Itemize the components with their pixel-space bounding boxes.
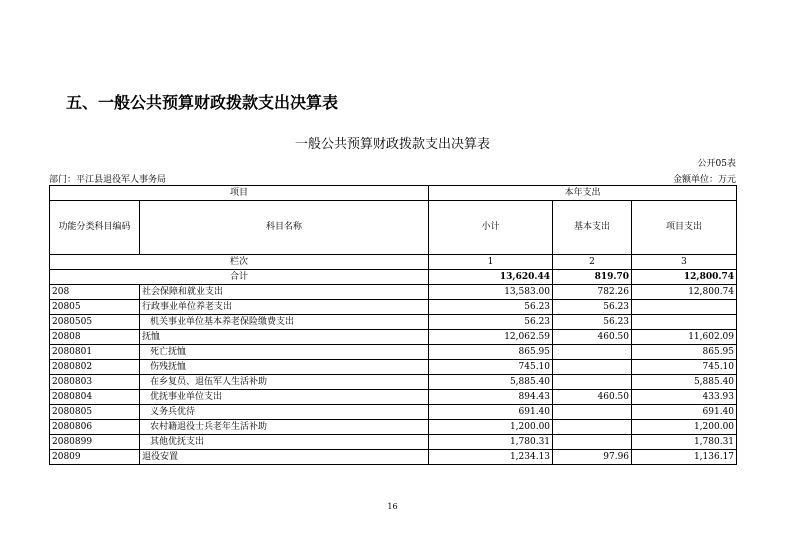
cell-project: 1,780.31 (632, 435, 737, 450)
table-row (50, 435, 737, 450)
table-row (50, 330, 737, 345)
table-row (50, 285, 737, 300)
cell-project: 12,800.74 (632, 285, 737, 300)
cell-subtotal: 5,885.40 (429, 375, 553, 390)
total-label: 合计 (50, 270, 429, 285)
cell-project: 745.10 (632, 360, 737, 375)
cell-subtotal: 745.10 (429, 360, 553, 375)
cell-project: 5,885.40 (632, 375, 737, 390)
cell-subtotal: 894.43 (429, 390, 553, 405)
cell-basic (553, 345, 632, 360)
cell-basic: 460.50 (553, 390, 632, 405)
cell-code: 20805 (50, 300, 140, 315)
cell-subtotal: 691.40 (429, 405, 553, 420)
header-col-1: 1 (429, 255, 553, 270)
header-item: 项目 (50, 186, 429, 201)
cell-name: 农村籍退役士兵老年生活补助 (140, 420, 429, 435)
cell-basic: 460.50 (553, 330, 632, 345)
department-label: 部门：平江县退役军人事务局 (49, 175, 167, 185)
cell-subtotal: 865.95 (429, 345, 553, 360)
cell-code: 20808 (50, 330, 140, 345)
table-row (50, 420, 737, 435)
expenditure-table (49, 185, 737, 465)
cell-project: 1,136.17 (632, 450, 737, 465)
header-basic: 基本支出 (553, 201, 632, 255)
cell-project: 11,602.09 (632, 330, 737, 345)
table-row (50, 315, 737, 330)
cell-code: 2080899 (50, 435, 140, 450)
cell-basic (553, 375, 632, 390)
cell-code: 20809 (50, 450, 140, 465)
cell-name: 机关事业单位基本养老保险缴费支出 (140, 315, 429, 330)
cell-project: 691.40 (632, 405, 737, 420)
cell-code: 2080802 (50, 360, 140, 375)
cell-name: 社会保障和就业支出 (140, 285, 429, 300)
section-heading: 五、一般公共预算财政拨款支出决算表 (66, 93, 339, 112)
table-row (50, 300, 737, 315)
table-body (50, 285, 737, 465)
header-subtotal: 小计 (429, 201, 553, 255)
header-current-year: 本年支出 (429, 186, 737, 201)
table-row (50, 360, 737, 375)
cell-name: 其他优抚支出 (140, 435, 429, 450)
cell-project (632, 315, 737, 330)
cell-subtotal: 1,234.13 (429, 450, 553, 465)
cell-basic (553, 435, 632, 450)
form-number: 公开05表 (697, 159, 736, 169)
table-row (50, 375, 737, 390)
cell-code: 2080804 (50, 390, 140, 405)
header-col-2: 2 (553, 255, 632, 270)
table-row (50, 345, 737, 360)
cell-basic: 56.23 (553, 315, 632, 330)
cell-subtotal: 56.23 (429, 315, 553, 330)
cell-basic (553, 360, 632, 375)
cell-project: 1,200.00 (632, 420, 737, 435)
cell-code: 2080803 (50, 375, 140, 390)
header-col-3: 3 (632, 255, 737, 270)
cell-code: 2080801 (50, 345, 140, 360)
total-subtotal: 13,620.44 (429, 270, 553, 285)
cell-subtotal: 56.23 (429, 300, 553, 315)
cell-name: 行政事业单位养老支出 (140, 300, 429, 315)
cell-name: 在乡复员、退伍军人生活补助 (140, 375, 429, 390)
table-row (50, 450, 737, 465)
cell-basic (553, 420, 632, 435)
header-project: 项目支出 (632, 201, 737, 255)
cell-name: 伤残抚恤 (140, 360, 429, 375)
cell-project: 865.95 (632, 345, 737, 360)
cell-basic: 782.26 (553, 285, 632, 300)
table-row (50, 390, 737, 405)
cell-code: 2080806 (50, 420, 140, 435)
cell-basic: 97.96 (553, 450, 632, 465)
cell-project (632, 300, 737, 315)
cell-code: 2080505 (50, 315, 140, 330)
table-title: 一般公共预算财政拨款支出决算表 (294, 137, 490, 152)
cell-name: 义务兵优待 (140, 405, 429, 420)
total-basic: 819.70 (553, 270, 632, 285)
cell-subtotal: 12,062.59 (429, 330, 553, 345)
header-name: 科目名称 (140, 201, 429, 255)
cell-name: 死亡抚恤 (140, 345, 429, 360)
cell-name: 优抚事业单位支出 (140, 390, 429, 405)
table-row (50, 405, 737, 420)
amount-unit-label: 金额单位：万元 (672, 175, 736, 185)
total-project: 12,800.74 (632, 270, 737, 285)
page-number: 16 (387, 502, 398, 511)
cell-subtotal: 1,780.31 (429, 435, 553, 450)
cell-name: 退役安置 (140, 450, 429, 465)
cell-code: 208 (50, 285, 140, 300)
cell-subtotal: 1,200.00 (429, 420, 553, 435)
cell-basic (553, 405, 632, 420)
header-column-label: 栏次 (50, 255, 429, 270)
cell-subtotal: 13,583.00 (429, 285, 553, 300)
cell-name: 抚恤 (140, 330, 429, 345)
cell-basic: 56.23 (553, 300, 632, 315)
cell-project: 433.93 (632, 390, 737, 405)
cell-code: 2080805 (50, 405, 140, 420)
header-code: 功能分类科目编码 (50, 201, 140, 255)
